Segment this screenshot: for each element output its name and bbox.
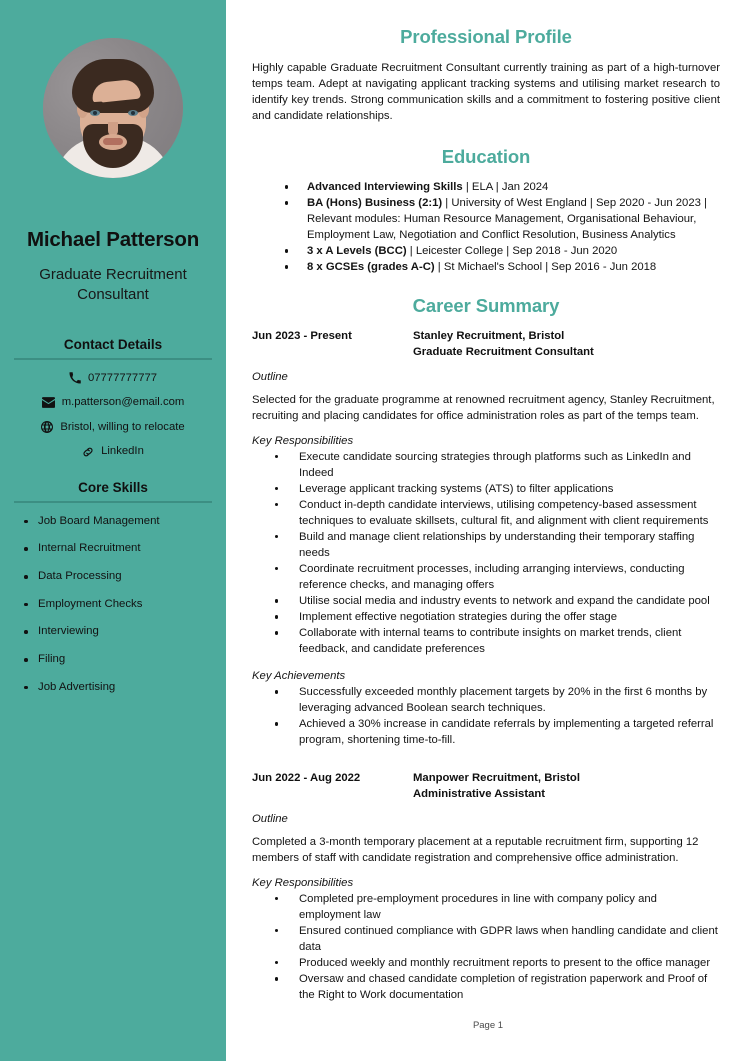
list-item: Implement effective negotiation strategies during the offer stage <box>275 609 720 625</box>
list-item: Job Advertising <box>24 681 212 695</box>
list-item: Interviewing <box>24 625 212 639</box>
skills-divider <box>14 501 212 503</box>
list-item: Employment Checks <box>24 598 212 612</box>
job-dates: Jun 2023 - Present <box>252 330 352 343</box>
contact-location-value: Bristol, willing to relocate <box>60 420 185 433</box>
list-item: Internal Recruitment <box>24 542 212 556</box>
achievements-list <box>252 684 720 748</box>
list-item: Filing <box>24 653 212 667</box>
contact-item-phone[interactable] <box>14 372 212 386</box>
section-heading-education: Education <box>441 146 531 168</box>
list-item <box>285 243 720 259</box>
photo-hair <box>72 59 154 113</box>
education-detail: | ELA | Jan 2024 <box>462 181 549 194</box>
main-content <box>226 0 750 1061</box>
core-skills-heading: Core Skills <box>78 479 148 495</box>
list-item: Leverage applicant tracking systems (ATS) to filter applications <box>275 481 720 497</box>
list-item: Utilise social media and industry events to network and expand the candidate pool <box>275 593 720 609</box>
career-entry <box>252 771 720 1003</box>
outline-label: Outline <box>252 812 288 825</box>
sidebar <box>0 0 226 1061</box>
job-role: Administrative Assistant <box>413 787 546 800</box>
responsibilities-list <box>252 891 720 1003</box>
contact-email-value: m.patterson@email.com <box>61 396 185 409</box>
list-item <box>285 259 720 275</box>
job-employer: Stanley Recruitment, Bristol <box>413 330 565 343</box>
professional-profile-text: Highly capable Graduate Recruitment Consultant currently training as part of a high-turnover temps team. Adept at navigating applicant tracking systems and utilising market research to identify key trends. Strong communication skills and a commitment to fostering positive client and candidate relationships. <box>252 62 720 123</box>
list-item: Data Processing <box>24 570 212 584</box>
education-detail: | Leicester College | Sep 2018 - Jun 2020 <box>406 245 618 258</box>
education-list <box>252 179 720 275</box>
outline-text: Completed a 3-month temporary placement at a reputable recruitment firm, supporting 12 members of staff with candidate registration and comprehensive office administration. <box>252 835 699 864</box>
envelope-icon <box>42 397 55 408</box>
education-title: BA (Hons) Business (2:1) <box>307 197 443 210</box>
candidate-name: Michael Patterson <box>26 228 200 251</box>
education-detail: | St Michael's School | Sep 2016 - Jun 2018 <box>434 261 657 274</box>
contact-divider <box>14 358 212 360</box>
responsibilities-label: Key Responsibilities <box>252 876 354 889</box>
contact-item-linkedin[interactable] <box>14 445 212 459</box>
list-item: Oversaw and chased candidate completion of registration paperwork and Proof of the Right to Work documentation <box>275 971 720 1003</box>
section-heading-career-summary: Career Summary <box>412 295 560 317</box>
link-icon <box>82 446 94 458</box>
globe-icon <box>41 421 53 433</box>
contact-item-location[interactable] <box>14 421 212 435</box>
job-meta <box>413 329 720 360</box>
education-title: Advanced Interviewing Skills <box>307 181 463 194</box>
job-role: Graduate Recruitment Consultant <box>413 345 594 358</box>
education-title: 3 x A Levels (BCC) <box>307 245 407 258</box>
page-footer: Page 1 <box>472 1020 504 1031</box>
career-entry <box>252 329 720 748</box>
job-dates: Jun 2022 - Aug 2022 <box>252 772 361 785</box>
contact-phone-value: 07777777777 <box>87 371 158 384</box>
list-item: Ensured continued compliance with GDPR laws when handling candidate and client data <box>275 923 720 955</box>
contact-details-heading: Contact Details <box>63 336 163 352</box>
responsibilities-label: Key Responsibilities <box>252 434 354 447</box>
candidate-job-title: Graduate Recruitment Consultant <box>39 266 187 304</box>
contact-linkedin-value: LinkedIn <box>101 445 144 458</box>
phone-icon <box>69 372 81 384</box>
job-header <box>252 771 720 802</box>
avatar <box>43 38 183 178</box>
photo-eye-right <box>128 110 138 116</box>
job-meta <box>413 771 720 802</box>
education-title: 8 x GCSEs (grades A-C) <box>307 261 435 274</box>
list-item <box>285 195 720 243</box>
avatar-container <box>14 38 212 178</box>
outline-text: Selected for the graduate programme at renowned recruitment agency, Stanley Recruitment, recruiting and placing candidates for office administration roles as part of the temps team. <box>252 393 715 422</box>
photo-eye-left <box>90 110 100 116</box>
education-detail: | University of West England | Sep 2020 - Jun 2023 | Relevant modules: Human Resource Management, Organisational Behaviour, Employment Law, Negotiation and Conflict Resolution, Business Analytics <box>307 197 707 242</box>
achievements-label: Key Achievements <box>252 670 346 683</box>
list-item: Coordinate recruitment processes, including arranging interviews, conducting reference checks, and managing offers <box>275 561 720 593</box>
contact-item-email[interactable] <box>14 396 212 410</box>
contact-list <box>14 372 212 459</box>
core-skills-list <box>14 515 212 695</box>
list-item: Build and manage client relationships by understanding their temporary staffing needs <box>275 529 720 561</box>
list-item: Achieved a 30% increase in candidate referrals by implementing a targeted referral program, shortening time-to-fill. <box>275 716 720 748</box>
list-item: Produced weekly and monthly recruitment reports to present to the office manager <box>275 955 720 971</box>
list-item: Completed pre-employment procedures in line with company policy and employment law <box>275 891 720 923</box>
list-item <box>285 179 720 195</box>
responsibilities-list <box>252 449 720 657</box>
job-header <box>252 329 720 360</box>
photo-lips <box>103 138 123 145</box>
list-item: Execute candidate sourcing strategies through platforms such as LinkedIn and Indeed <box>275 449 720 481</box>
list-item: Conduct in-depth candidate interviews, utilising competency-based assessment techniques to evaluate skillsets, cultural fit, and alignment with client requirements <box>275 497 720 529</box>
section-heading-professional-profile: Professional Profile <box>400 26 572 47</box>
list-item: Successfully exceeded monthly placement targets by 20% in the first 6 months by leveraging advanced Boolean search techniques. <box>275 684 720 716</box>
list-item: Job Board Management <box>24 515 212 529</box>
job-employer: Manpower Recruitment, Bristol <box>413 772 580 785</box>
list-item: Collaborate with internal teams to contribute insights on market trends, client feedback, and candidate preferences <box>275 625 720 657</box>
outline-label: Outline <box>252 370 288 383</box>
